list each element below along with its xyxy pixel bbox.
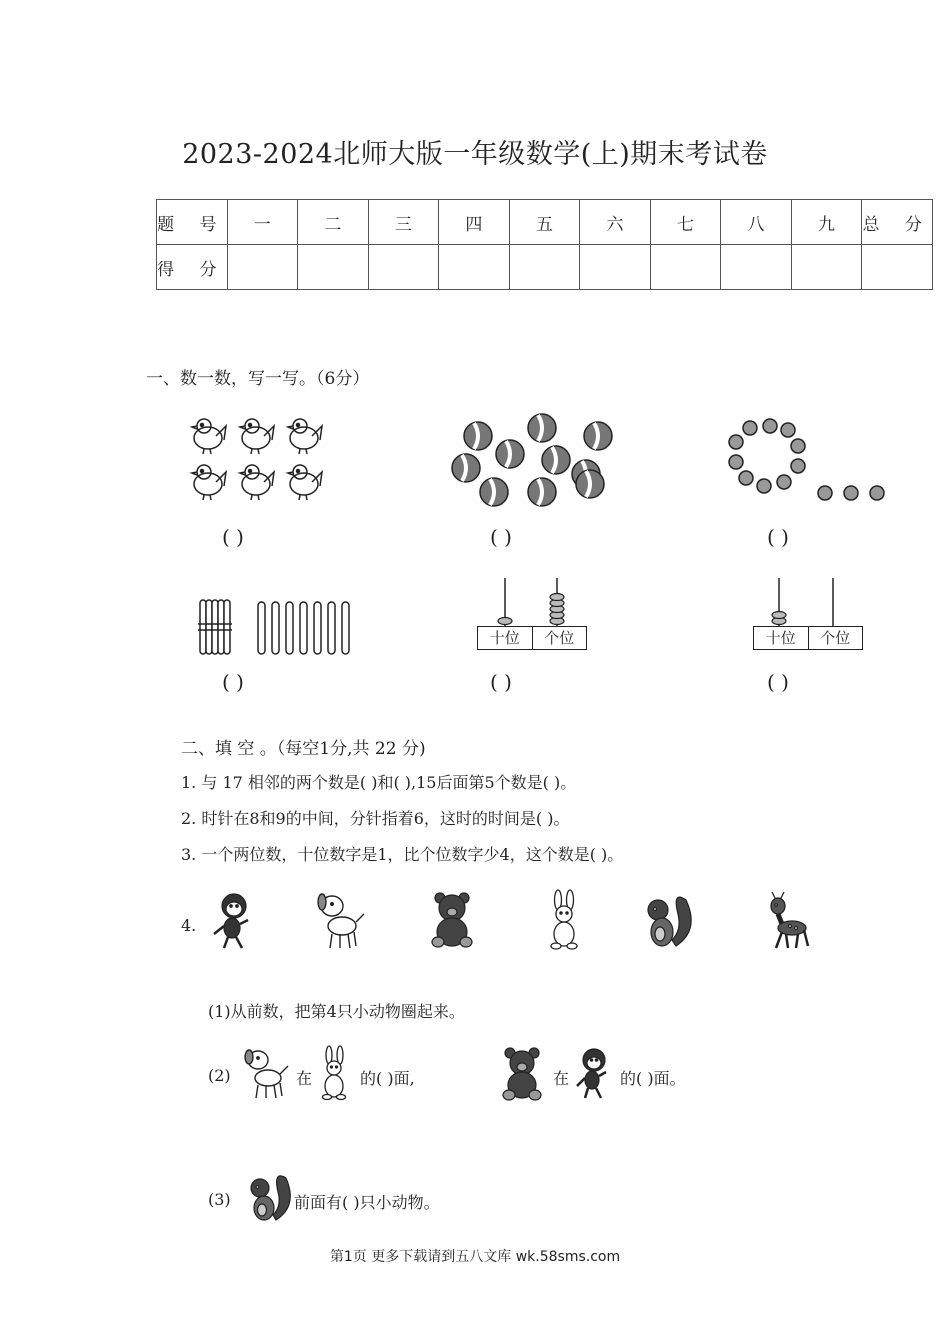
squirrel-icon[interactable]: [648, 897, 691, 946]
abacus-rods: [477, 576, 587, 628]
question-1: 1. 与 17 相邻的两个数是( )和( ),15后面第5个数是( )。: [181, 773, 577, 792]
abacus-rods: [753, 576, 863, 628]
birds-picture: [186, 412, 336, 512]
rabbit-icon: [316, 1046, 356, 1102]
single-stick-icon: [258, 602, 349, 654]
question-4-2-of2: 的( )面。: [620, 1069, 686, 1088]
score-table-cell: 五: [509, 200, 580, 245]
score-table-header-row: [157, 200, 933, 245]
score-input-cell[interactable]: [791, 245, 862, 290]
score-table-cell: 得 分: [157, 245, 228, 290]
answer-blank-birds[interactable]: ( ): [222, 525, 244, 549]
question-4-1: (1)从前数，把第4只小动物圈起来。: [208, 1002, 465, 1021]
score-input-cell[interactable]: [298, 245, 369, 290]
question-3: 3. 一个两位数，十位数字是1，比个位数字少4，这个数是( )。: [181, 845, 624, 864]
question-2: 2. 时针在8和9的中间，分针指着6，这时的时间是( )。: [181, 809, 570, 828]
question-4-label: 4.: [181, 916, 197, 935]
page-footer: 第1页 更多下载请到五八文库 wk.58sms.com: [329, 1249, 621, 1265]
sticks-picture: [196, 598, 356, 662]
answer-blank-abacus-1[interactable]: ( ): [490, 670, 512, 694]
answer-blank-sticks[interactable]: ( ): [222, 670, 244, 694]
question-4-2-label: (2): [208, 1066, 231, 1085]
score-input-cell[interactable]: [721, 245, 792, 290]
dog-icon[interactable]: [318, 894, 364, 948]
score-table: [156, 199, 933, 290]
abacus-bead-icon: [498, 594, 564, 625]
bear-icon: [500, 1046, 550, 1102]
answer-blank-balls[interactable]: ( ): [490, 525, 512, 549]
abacus-label-box: [753, 626, 863, 650]
score-table-cell: 三: [368, 200, 439, 245]
balls-picture: [446, 412, 616, 512]
bead-icon: [729, 419, 884, 500]
deer-icon[interactable]: [771, 892, 808, 948]
score-input-cell[interactable]: [862, 245, 933, 290]
ball-icon: [452, 414, 612, 506]
answer-blank-beads[interactable]: ( ): [767, 525, 789, 549]
score-table-cell: 一: [227, 200, 298, 245]
bear-icon[interactable]: [432, 893, 472, 947]
question-4-2-of: 的( )面,: [360, 1069, 415, 1088]
score-table-cell: 题 号: [157, 200, 228, 245]
bird-icon: [192, 419, 322, 500]
answer-blank-abacus-2[interactable]: ( ): [767, 670, 789, 694]
score-input-cell[interactable]: [227, 245, 298, 290]
question-4-3-text: 前面有( )只小动物。: [294, 1193, 440, 1212]
abacus-label-box: [477, 626, 587, 650]
score-table-cell: 七: [650, 200, 721, 245]
score-table-cell: 九: [791, 200, 862, 245]
section2-heading: 二、填 空 。（每空1分,共 22 分): [181, 739, 426, 759]
score-table-cell: 二: [298, 200, 369, 245]
question-4-3-label: (3): [208, 1190, 231, 1209]
abacus-1: [477, 576, 587, 650]
ones-label: 个位: [544, 629, 575, 647]
score-table-cell: 六: [580, 200, 651, 245]
score-input-cell[interactable]: [439, 245, 510, 290]
beads-picture: [726, 420, 891, 510]
monkey-icon[interactable]: [214, 894, 248, 948]
question-4-2-in2: 在: [553, 1069, 570, 1088]
tens-label: 十位: [478, 627, 533, 649]
score-input-cell[interactable]: [368, 245, 439, 290]
score-table-cell: 四: [439, 200, 510, 245]
stick-bundle-icon: [198, 600, 232, 654]
dog-icon: [242, 1046, 292, 1102]
score-table-cell: 八: [721, 200, 792, 245]
question-4-2-in: 在: [296, 1069, 313, 1088]
monkey-icon: [574, 1046, 618, 1102]
score-input-cell[interactable]: [509, 245, 580, 290]
page-title: 2023-2024北师大版一年级数学(上)期末考试卷: [182, 139, 768, 170]
animal-row: [206, 890, 816, 952]
section1-heading: 一、数一数，写一写。（6分）: [146, 369, 370, 389]
tens-label: 十位: [754, 627, 809, 649]
score-input-cell[interactable]: [650, 245, 721, 290]
ones-label: 个位: [820, 629, 851, 647]
abacus-bead-icon: [772, 612, 786, 625]
abacus-2: [753, 576, 863, 650]
squirrel-icon: [246, 1170, 292, 1224]
score-table-cell: 总 分: [862, 200, 933, 245]
rabbit-icon[interactable]: [551, 890, 577, 949]
score-table-score-row: [157, 245, 933, 290]
score-input-cell[interactable]: [580, 245, 651, 290]
